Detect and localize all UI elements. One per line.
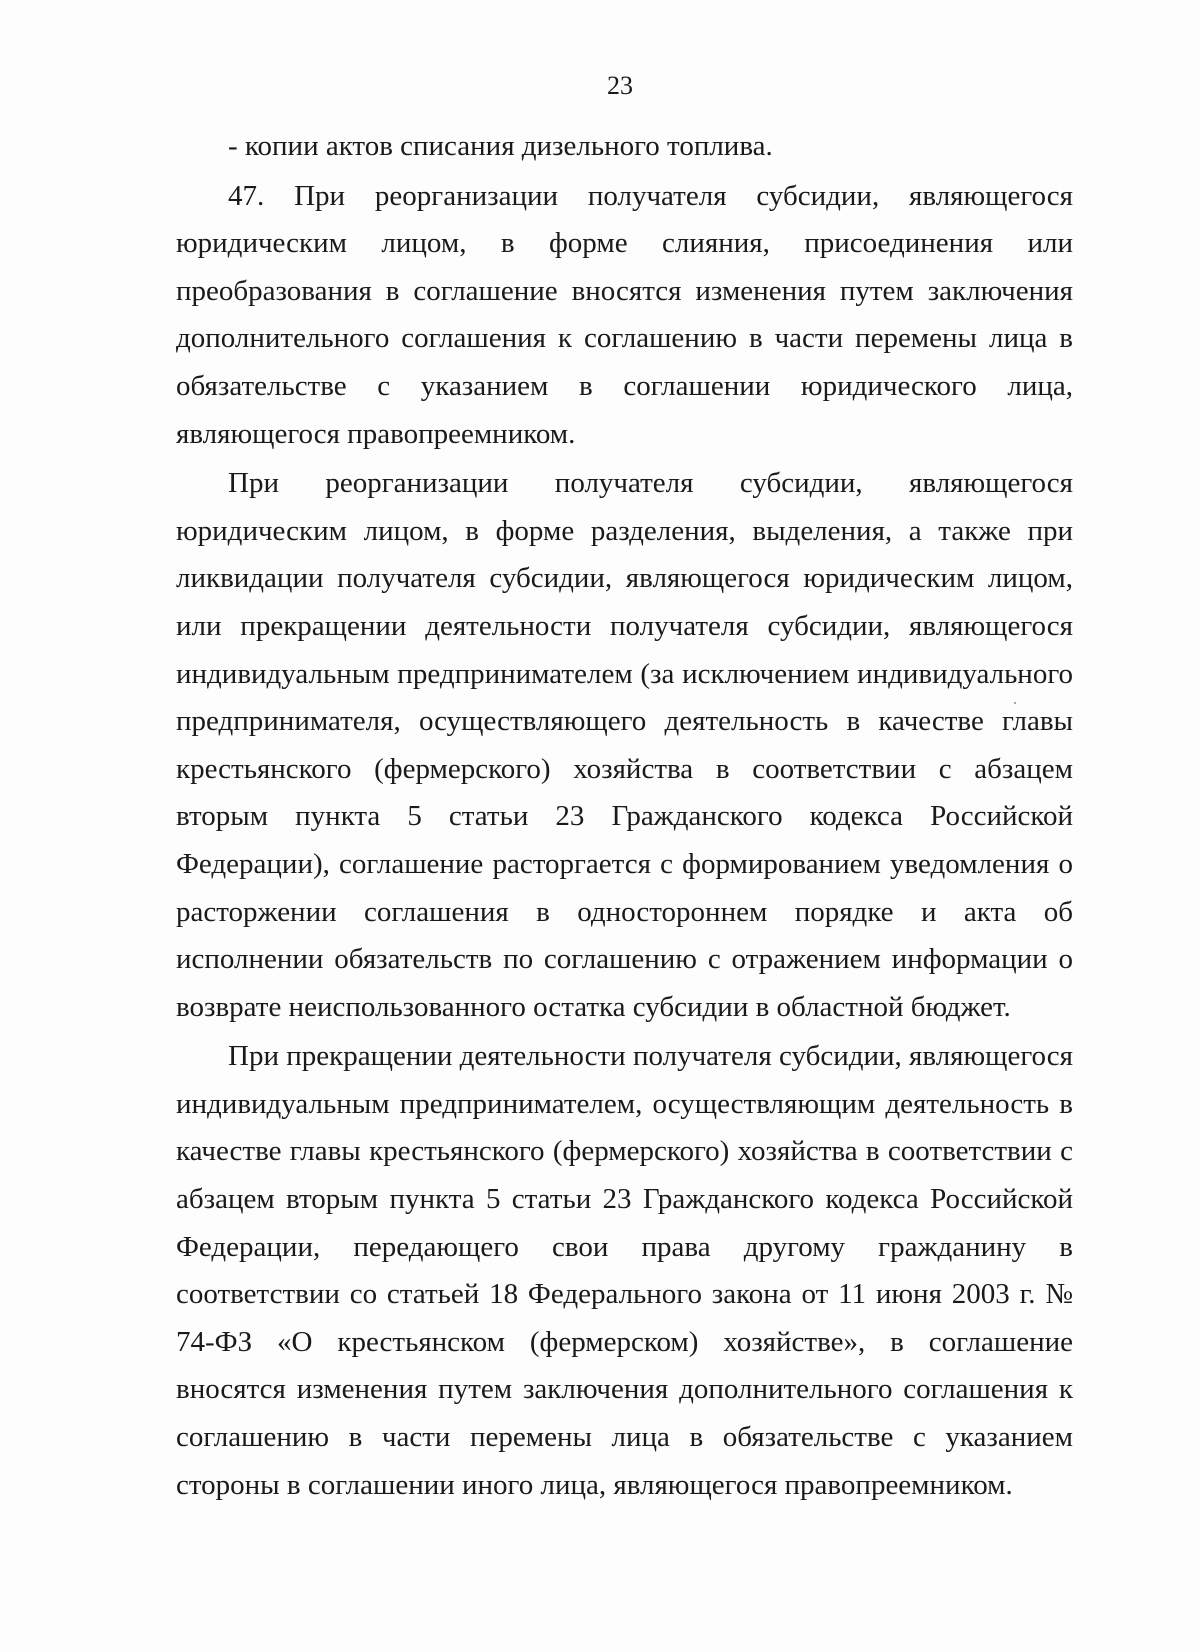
- paragraph-division-liquidation: При реорганизации получателя субсидии, являющегося юридическим лицом, в форме разделения, выделения, а также при ликвидации получателя субсидии, являющегося юридическим лицом, или прекращении деятельности получателя субсидии, являющегося индивидуальным предпринимателем (за исключением индивидуального предпринимателя, осуществляющего деятельность в качестве главы крестьянского (фермерского) хозяйства в соответствии с абзацем вторым пункта 5 статьи 23 Гражданского кодекса Российской Федерации), соглашение расторгается с формированием уведомления о расторжении соглашения в одностороннем порядке и акта об исполнении обязательств по соглашению с отражением информации о возврате неиспользованного остатка субсидии в областной бюджет.: [176, 467, 1073, 1023]
- paragraph-47-merger: 47. При реорганизации получателя субсидии, являющегося юридическим лицом, в форме слияния, присоединения или преобразования в соглашение вносятся изменения путем заключения дополнительного соглашения к соглашению в части перемены лица в обязательстве с указанием в соглашении юридического лица, являющегося правопреемником.: [176, 179, 1073, 450]
- paragraph-farm-succession: При прекращении деятельности получателя субсидии, являющегося индивидуальным предпринимателем, осуществляющим деятельность в качестве главы крестьянского (фермерского) хозяйства в соответствии с абзацем вторым пункта 5 статьи 23 Гражданского кодекса Российской Федерации, передающего свои права другому гражданину в соответствии со статьей 18 Федерального закона от 11 июня 2003 г. № 74-ФЗ «О крестьянском (фермерском) хозяйстве», в соглашение вносятся изменения путем заключения дополнительного соглашения к соглашению в части перемены лица в обязательстве с указанием стороны в соглашении иного лица, являющегося правопреемником.: [176, 1040, 1073, 1501]
- paragraph-fuel-writeoff: - копии актов списания дизельного топлива.: [228, 130, 773, 162]
- page-number: 23: [607, 71, 633, 100]
- document-body: [176, 123, 1073, 1509]
- scan-speck: [1014, 702, 1016, 704]
